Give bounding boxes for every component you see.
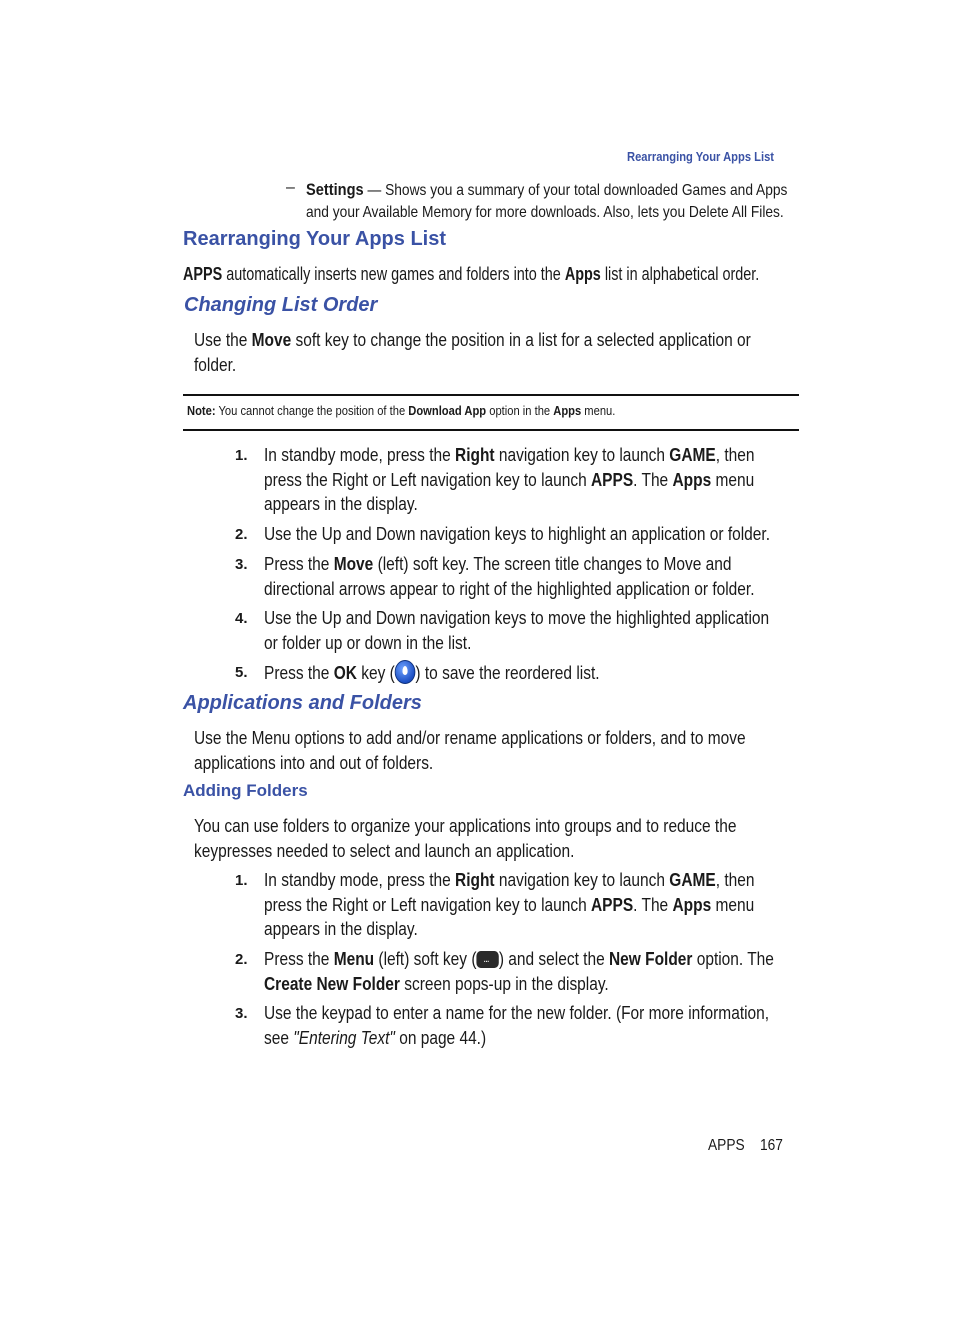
- step-number: 3.: [235, 1005, 248, 1022]
- page-number: 167: [760, 1137, 783, 1154]
- list-item: Use the keypad to enter a name for the new folder. (For more information, see "Entering Text" on page 44.): [264, 1003, 770, 1048]
- settings-bullet: Settings — Shows you a summary of your total downloaded Games and Apps and your Available Memory for more downloads. Also, lets you Delete All Files.: [306, 180, 788, 221]
- step-number: 4.: [235, 610, 248, 627]
- step-number: 1.: [235, 447, 248, 464]
- list-item: Use the Up and Down navigation keys to highlight an application or folder.: [264, 524, 771, 544]
- note-top-rule: [183, 394, 799, 396]
- intro-paragraph: APPS automatically inserts new games and folders into the Apps list in alphabetical order.: [183, 264, 760, 284]
- changing-list-order-heading: Changing List Order: [184, 294, 378, 316]
- cross-reference-link[interactable]: "Entering Text": [293, 1027, 395, 1048]
- step-number: 1.: [235, 872, 248, 889]
- adding-paragraph: You can use folders to organize your applications into groups and to reduce the keypresses needed to select and launch an application.: [194, 816, 737, 861]
- bullet-dash: –: [286, 179, 295, 196]
- list-item: Use the Up and Down navigation keys to move the highlighted application or folder up or down in the list.: [264, 608, 770, 653]
- running-head: Rearranging Your Apps List: [627, 149, 775, 164]
- settings-term: Settings: [306, 180, 364, 199]
- step-number: 2.: [235, 951, 248, 968]
- step-number: 3.: [235, 556, 248, 573]
- list-item: Press the Move (left) soft key. The screen title changes to Move and directional arrows appear to right of the highlighted application or folder.: [264, 554, 755, 599]
- apps-folders-paragraph: Use the Menu options to add and/or rename applications or folders, and to move applications into and out of folders.: [194, 728, 746, 773]
- adding-folders-heading: Adding Folders: [183, 781, 308, 800]
- list-item: In standby mode, press the Right navigation key to launch GAME, then press the Right or Left navigation key to launch APPS. The Apps menu appears in the display.: [264, 870, 755, 939]
- list-item: Press the OK key ( ) to save the reordered list.: [264, 660, 654, 686]
- page-footer: [708, 1137, 795, 1155]
- footer-section: APPS: [708, 1137, 745, 1154]
- step-number: 5.: [235, 664, 248, 681]
- ok-key-icon: [395, 660, 416, 684]
- note-bottom-rule: [183, 429, 799, 431]
- list-item: In standby mode, press the Right navigation key to launch GAME, then press the Right or Left navigation key to launch APPS. The Apps menu appears in the display.: [264, 445, 755, 514]
- step-number: 2.: [235, 526, 248, 543]
- applications-folders-heading: Applications and Folders: [183, 692, 422, 714]
- note: Note: You cannot change the position of the Download App option in the Apps menu.: [187, 403, 616, 418]
- list-item: Press the Menu (left) soft key (... ) and select the New Folder option. The Create New Folder screen pops-up in the display.: [264, 947, 857, 996]
- section-title: Rearranging Your Apps List: [183, 228, 446, 250]
- left-soft-key-icon: [476, 951, 498, 968]
- changing-paragraph: Use the Move soft key to change the position in a list for a selected application or folder.: [194, 330, 751, 375]
